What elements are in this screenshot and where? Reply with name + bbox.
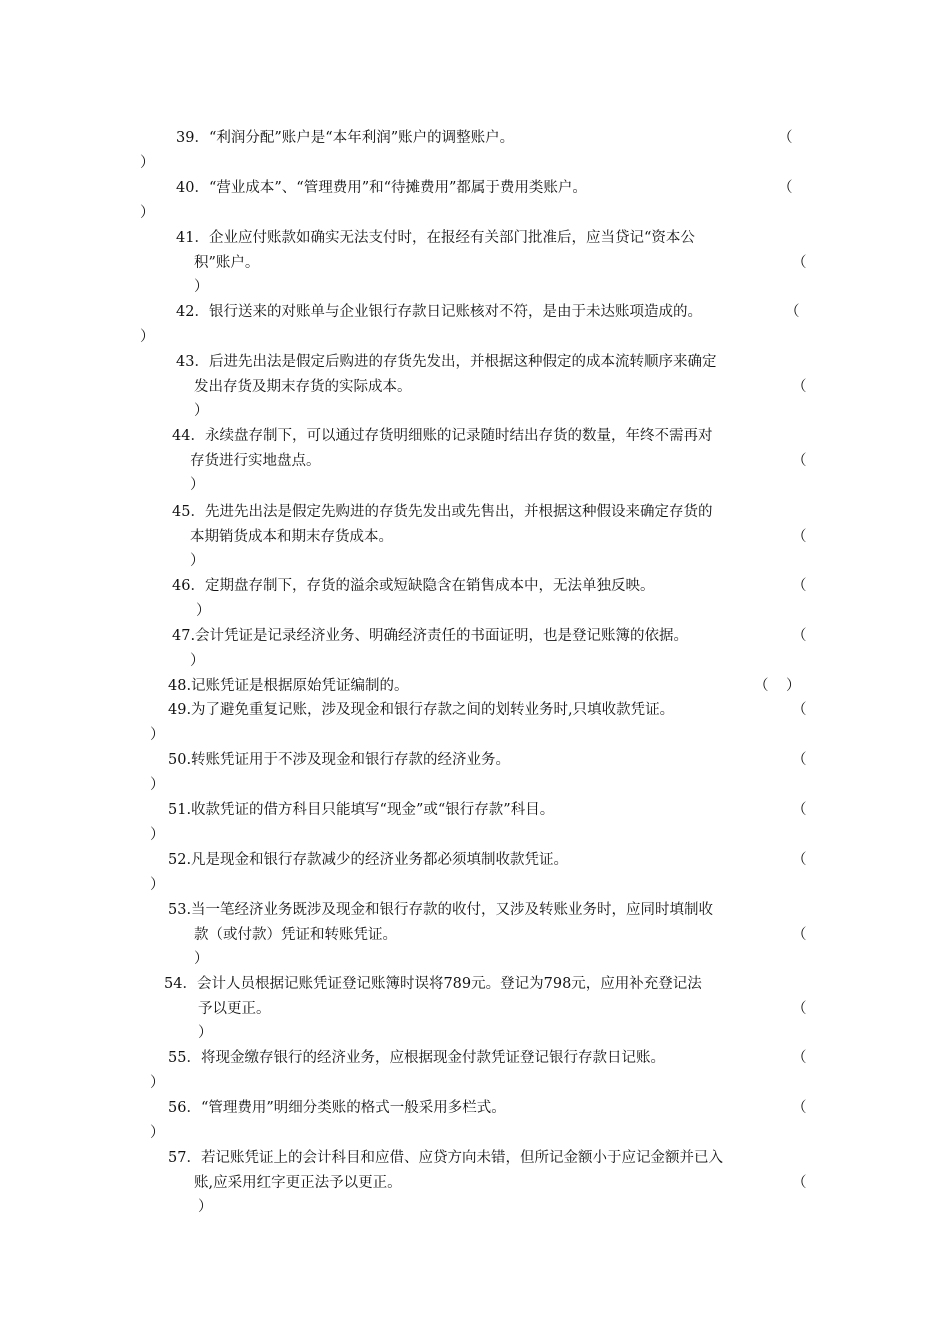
answer-paren-open: （: [792, 1100, 807, 1116]
answer-paren-close: ）: [786, 678, 801, 694]
question-text: 40．“营业成本”、“管理费用”和“待摊费用”都属于费用类账户。: [176, 180, 587, 196]
answer-paren-open: （: [792, 1001, 807, 1017]
answer-paren-open: （: [792, 453, 807, 469]
question-text-line-2: 发出存货及期末存货的实际成本。: [194, 379, 412, 395]
question-53: [0, 900, 950, 967]
answer-paren-open: （: [778, 180, 793, 196]
question-text: 49.为了避免重复记账，涉及现金和银行存款之间的划转业务时,只填收款凭证。: [168, 702, 675, 718]
answer-paren-close: ）: [150, 727, 165, 743]
answer-paren-open: （: [792, 379, 807, 395]
answer-paren-close: ）: [194, 279, 209, 295]
answer-paren-open: （: [785, 304, 800, 320]
question-text-line-1: 53.当一笔经济业务既涉及现金和银行存款的收付，又涉及转账业务时，应同时填制收: [168, 902, 714, 918]
question-text: 39．“利润分配”账户是“本年利润”账户的调整账户。: [176, 130, 515, 146]
question-41: [0, 228, 950, 295]
question-text-line-1: 41．企业应付账款如确实无法支付时，在报经有关部门批准后，应当贷记“资本公: [176, 230, 695, 246]
answer-paren-open: （: [792, 578, 807, 594]
answer-paren-close: ）: [140, 205, 155, 221]
question-text-line-1: 45．先进先出法是假定先购进的存货先发出或先售出，并根据这种假设来确定存货的: [172, 504, 713, 520]
question-57: [0, 1148, 950, 1215]
question-text-line-1: 57．若记账凭证上的会计科目和应借、应贷方向未错，但所记金额小于应记金额并已入: [168, 1150, 723, 1166]
answer-paren-open: （: [792, 1050, 807, 1066]
answer-paren-close: ）: [150, 1125, 165, 1141]
question-text: 55．将现金缴存银行的经济业务，应根据现金付款凭证登记银行存款日记账。: [168, 1050, 665, 1066]
question-text-line-2: 积”账户。: [194, 255, 260, 271]
answer-paren-close: ）: [150, 1075, 165, 1091]
question-45: [0, 502, 950, 569]
question-44: [0, 426, 950, 493]
answer-paren-close: ）: [150, 877, 165, 893]
answer-paren-open: （: [792, 628, 807, 644]
answer-paren-close: ）: [150, 777, 165, 793]
answer-paren-close: ）: [196, 603, 211, 619]
question-text-line-2: 予以更正。: [198, 1001, 271, 1017]
answer-paren-close: ）: [194, 951, 209, 967]
question-43: [0, 352, 950, 419]
answer-paren-open: （: [792, 529, 807, 545]
question-text-line-2: 款（或付款）凭证和转账凭证。: [194, 927, 397, 943]
answer-paren-close: ）: [190, 553, 205, 569]
answer-paren-open: （: [754, 678, 769, 694]
question-text: 46．定期盘存制下，存货的溢余或短缺隐含在销售成本中，无法单独反映。: [172, 578, 655, 594]
answer-paren-open: （: [792, 255, 807, 271]
answer-paren-open: （: [792, 702, 807, 718]
question-text: 56．“管理费用”明细分类账的格式一般采用多栏式。: [168, 1100, 506, 1116]
question-text: 51.收款凭证的借方科目只能填写“现金”或“银行存款”科目。: [168, 802, 555, 818]
answer-paren-close: ）: [190, 653, 205, 669]
question-text: 47.会计凭证是记录经济业务、明确经济责任的书面证明，也是登记账簿的依据。: [172, 628, 689, 644]
answer-paren-close: ）: [140, 155, 155, 171]
question-54: [0, 974, 950, 1041]
answer-paren-close: ）: [198, 1199, 213, 1215]
answer-paren-close: ）: [198, 1025, 213, 1041]
question-text-line-1: 43．后进先出法是假定后购进的存货先发出，并根据这种假定的成本流转顺序来确定: [176, 354, 717, 370]
answer-paren-open: （: [778, 130, 793, 146]
question-text: 42．银行送来的对账单与企业银行存款日记账核对不符，是由于未达账项造成的。: [176, 304, 702, 320]
question-text: 48.记账凭证是根据原始凭证编制的。: [168, 678, 409, 694]
answer-paren-open: （: [792, 852, 807, 868]
question-text-line-1: 44．永续盘存制下，可以通过存货明细账的记录随时结出存货的数量，年终不需再对: [172, 428, 713, 444]
question-text-line-1: 54．会计人员根据记账凭证登记账簿时误将789元。登记为798元，应用补充登记法: [164, 976, 702, 992]
answer-paren-close: ）: [190, 477, 205, 493]
answer-paren-close: ）: [150, 827, 165, 843]
question-text: 50.转账凭证用于不涉及现金和银行存款的经济业务。: [168, 752, 511, 768]
answer-paren-open: （: [792, 927, 807, 943]
answer-paren-open: （: [792, 752, 807, 768]
question-text-line-2: 本期销货成本和期末存货成本。: [190, 529, 393, 545]
answer-paren-close: ）: [194, 403, 209, 419]
answer-paren-close: ）: [140, 329, 155, 345]
answer-paren-open: （: [792, 1175, 807, 1191]
answer-paren-open: （: [792, 802, 807, 818]
question-text-line-2: 存货进行实地盘点。: [190, 453, 321, 469]
question-text: 52.凡是现金和银行存款减少的经济业务都必须填制收款凭证。: [168, 852, 569, 868]
question-text-line-2: 账,应采用红字更正法予以更正。: [194, 1175, 402, 1191]
